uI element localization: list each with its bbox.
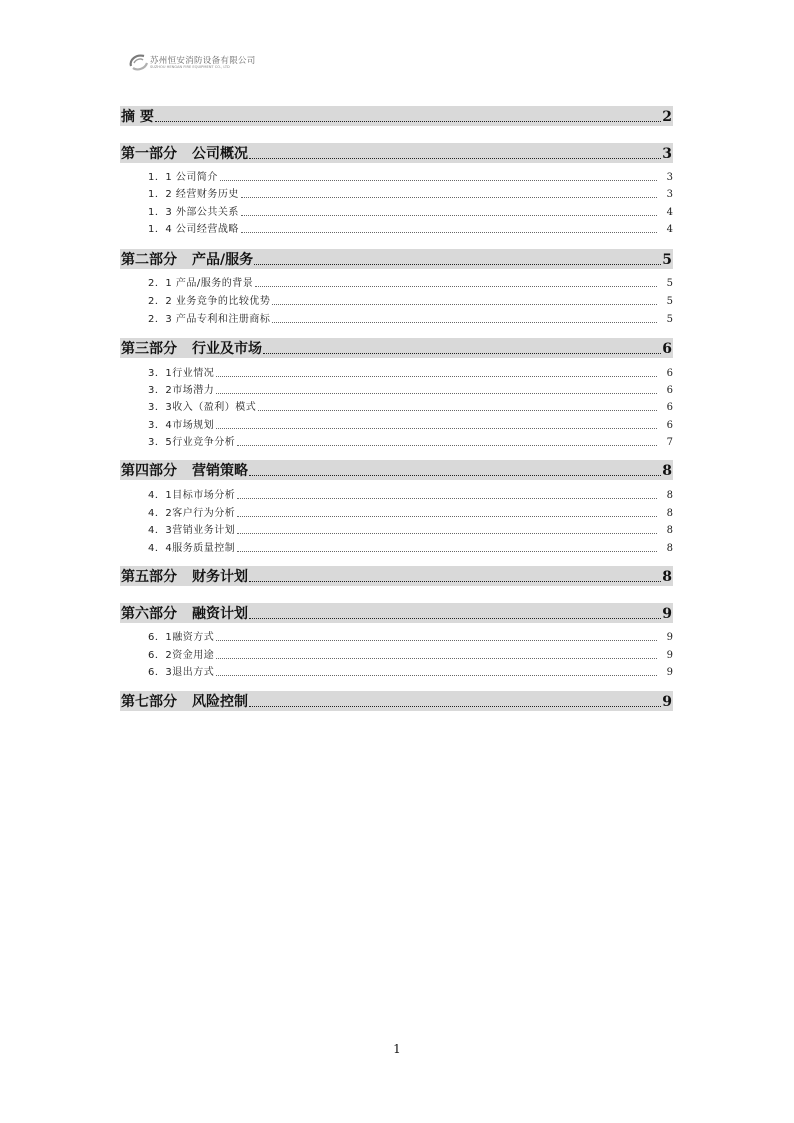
dot-leader [241,231,657,233]
logo-company-name: 苏州恒安消防设备有限公司 [150,56,256,66]
logo-company-english-name: SUZHOU HENGAN FIRE EQUIPMENT CO., LTD [150,65,230,69]
toc-page-number: 8 [662,463,672,479]
dot-leader [237,550,657,552]
toc-part-title: 行业及市场 [192,341,262,357]
dot-leader [255,285,657,287]
toc-item[interactable] [148,383,673,397]
toc-page-number: 3 [662,146,672,162]
toc-item-label: 4．2客户行为分析 [148,508,236,519]
toc-page-number: 9 [666,650,673,661]
dot-leader [249,705,661,707]
dot-leader [237,444,657,446]
toc-heading-part4[interactable] [120,460,673,480]
toc-heading-abstract[interactable] [120,106,673,126]
toc-item-label: 6．2资金用途 [148,650,215,661]
toc-page-number: 3 [666,172,673,183]
toc-item[interactable] [148,294,673,308]
toc-item-label: 4．4服务质量控制 [148,543,236,554]
toc-heading-part2[interactable] [120,249,673,269]
logo-icon [128,52,150,72]
toc-page-number: 6 [666,385,673,396]
toc-page-number: 9 [662,606,672,622]
toc-part-title: 财务计划 [192,569,248,585]
toc-item-label: 3．3收入（盈利）模式 [148,402,257,413]
toc-part-label: 第七部分 [121,694,177,710]
dot-leader [258,409,657,411]
toc-page-number: 8 [666,525,673,536]
toc-item-label: 6．1融资方式 [148,632,215,643]
toc-item-label: 2．3 产品专利和注册商标 [148,314,271,325]
toc-page-number: 8 [666,543,673,554]
toc-item[interactable] [148,187,673,201]
dot-leader [241,214,657,216]
dot-leader [216,392,657,394]
toc-page-number: 5 [662,252,672,268]
toc-item-label: 1．1 公司简介 [148,172,218,183]
dot-leader [216,375,657,377]
toc-item-label: 2．2 业务竞争的比较优势 [148,296,271,307]
toc-heading-label: 摘 要 [121,109,154,125]
toc-item-label: 4．1目标市场分析 [148,490,236,501]
toc-page-number: 9 [662,694,672,710]
toc-heading-part5[interactable] [120,566,673,586]
dot-leader [155,120,661,122]
dot-leader [216,657,657,659]
toc-page-number: 5 [666,296,673,307]
dot-leader [216,427,657,429]
dot-leader [263,352,661,354]
toc-page-number: 3 [666,189,673,200]
dot-leader [216,674,657,676]
toc-page-number: 6 [662,341,672,357]
toc-heading-part7[interactable] [120,691,673,711]
dot-leader [249,580,661,582]
toc-part-label: 第一部分 [121,146,177,162]
toc-item[interactable] [148,648,673,662]
toc-page-number: 6 [666,402,673,413]
dot-leader [249,157,661,159]
toc-part-label: 第二部分 [121,252,177,268]
dot-leader [254,263,661,265]
toc-item-label: 1．2 经营财务历史 [148,189,239,200]
toc-item[interactable] [148,312,673,326]
toc-page-number: 6 [666,368,673,379]
toc-item-label: 6．3退出方式 [148,667,215,678]
toc-page-number: 5 [666,314,673,325]
toc-part-label: 第六部分 [121,606,177,622]
toc-item-label: 3．4市场规划 [148,420,215,431]
toc-page-number: 9 [666,632,673,643]
toc-item[interactable] [148,205,673,219]
toc-page-number: 8 [666,490,673,501]
dot-leader [237,532,657,534]
dot-leader [216,639,657,641]
toc-item-label: 3．1行业情况 [148,368,215,379]
toc-part-label: 第四部分 [121,463,177,479]
toc-part-title: 营销策略 [192,463,248,479]
toc-page-number: 5 [666,278,673,289]
toc-item[interactable] [148,541,673,555]
dot-leader [220,179,657,181]
dot-leader [249,617,661,619]
toc-part-title: 风险控制 [192,694,248,710]
toc-part-label: 第五部分 [121,569,177,585]
toc-item-label: 4．3营销业务计划 [148,525,236,536]
toc-heading-part1[interactable] [120,143,673,163]
toc-item[interactable] [148,435,673,449]
toc-part-title: 公司概况 [192,146,248,162]
dot-leader [272,303,657,305]
toc-heading-part3[interactable] [120,338,673,358]
company-logo [128,52,256,74]
toc-item[interactable] [148,222,673,236]
toc-item-label: 1．3 外部公共关系 [148,207,239,218]
toc-item[interactable] [148,665,673,679]
toc-page-number: 4 [666,207,673,218]
toc-item[interactable] [148,506,673,520]
toc-part-label: 第三部分 [121,341,177,357]
toc-page-number: 7 [666,437,673,448]
toc-item[interactable] [148,630,673,644]
toc-item[interactable] [148,400,673,414]
toc-item[interactable] [148,276,673,290]
toc-part-title: 融资计划 [192,606,248,622]
toc-item[interactable] [148,488,673,502]
toc-page-number: 8 [666,508,673,519]
dot-leader [237,515,657,517]
toc-page-number: 2 [662,109,672,125]
toc-item[interactable] [148,170,673,184]
dot-leader [249,474,661,476]
toc-item-label: 2．1 产品/服务的背景 [148,278,254,289]
toc-item-label: 1．4 公司经营战略 [148,224,239,235]
toc-item[interactable] [148,523,673,537]
toc-item[interactable] [148,366,673,380]
dot-leader [237,497,657,499]
toc-page-number: 6 [666,420,673,431]
toc-item[interactable] [148,418,673,432]
page-number: 1 [393,1042,401,1056]
toc-heading-part6[interactable] [120,603,673,623]
toc-item-label: 3．2市场潜力 [148,385,215,396]
dot-leader [272,321,657,323]
toc-page-number: 8 [662,569,672,585]
toc-item-label: 3．5行业竞争分析 [148,437,236,448]
dot-leader [241,196,657,198]
toc-page-number: 9 [666,667,673,678]
toc-part-title: 产品/服务 [192,252,254,268]
toc-page-number: 4 [666,224,673,235]
